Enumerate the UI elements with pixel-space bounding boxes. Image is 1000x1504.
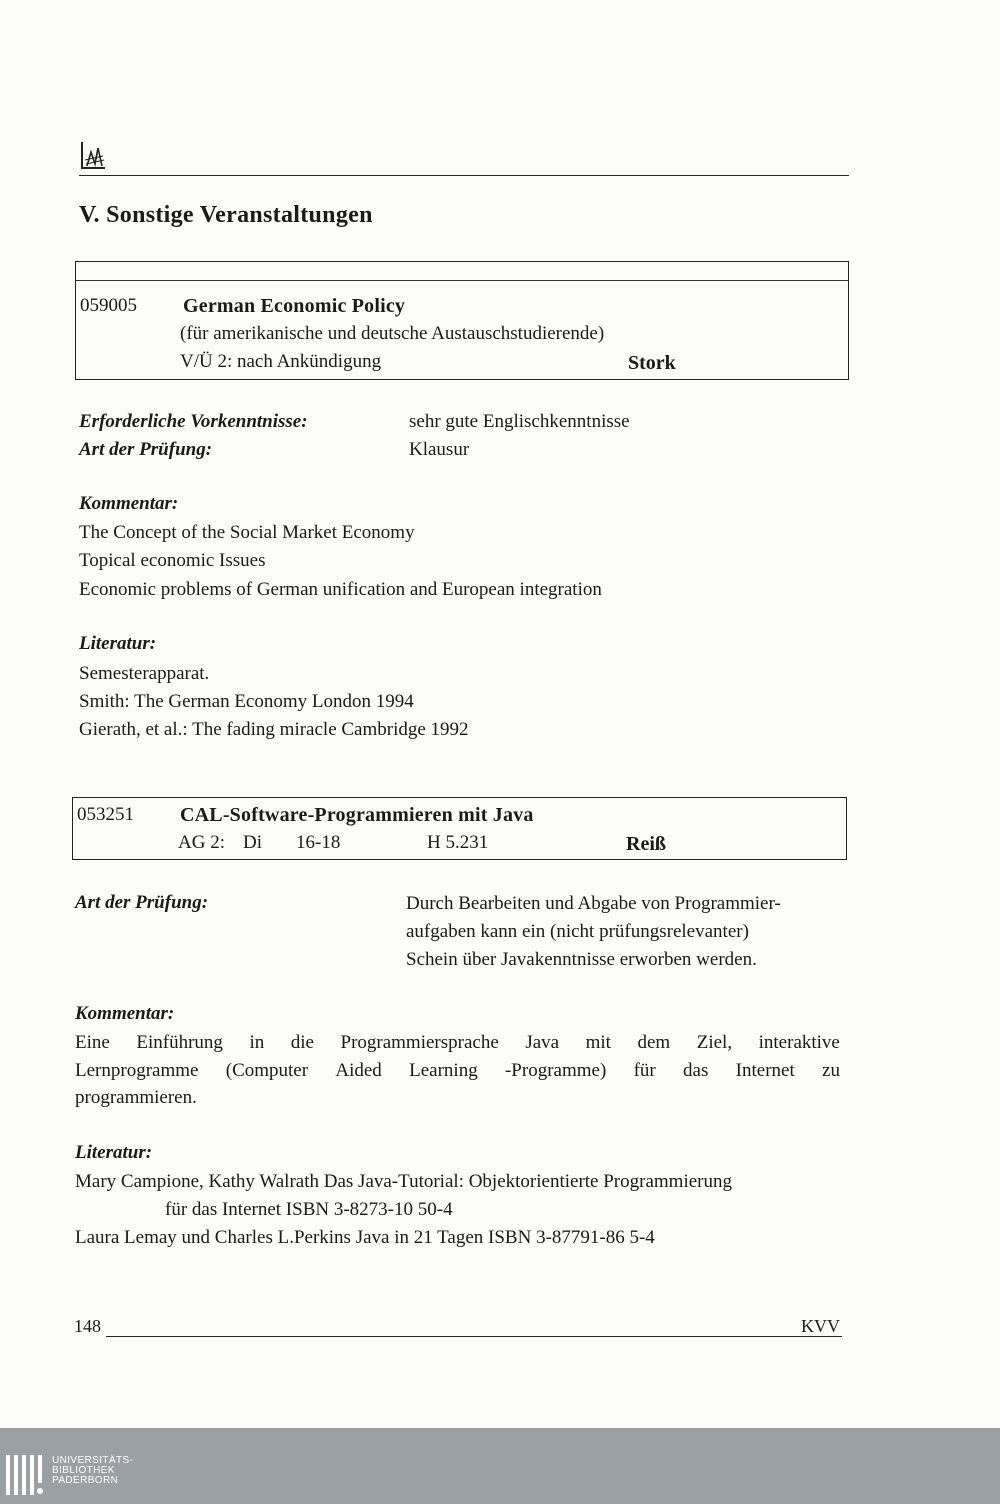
word: Aided [335,1060,382,1081]
course-number: 059005 [80,295,137,316]
literature-line: für das Internet ISBN 3-8273-10 50-4 [165,1199,453,1220]
comment-label: Kommentar: [79,493,179,514]
word: Einführung [136,1032,223,1053]
word: Ziel, [696,1032,733,1053]
comment-line [75,1032,840,1054]
course-day: Di [243,832,262,853]
footer-rule [106,1336,800,1337]
literature-line: Semesterapparat. [79,663,210,684]
comment-line: Topical economic Issues [79,550,266,571]
word: das [683,1060,709,1081]
course-lecturer: Reiß [626,833,666,855]
word: dem [637,1032,671,1053]
course-lecturer: Stork [628,352,676,374]
course-number: 053251 [77,804,134,825]
library-name-line: BIBLIOTHEK [52,1465,115,1476]
exam-label: Art der Prüfung: [75,892,209,913]
word: Internet [735,1060,795,1081]
word: Learning [409,1060,478,1081]
page-number: 148 [74,1316,101,1336]
exam-line: Schein über Javakenntnisse erworben werden. [406,949,757,970]
library-logo-icon [6,1455,44,1495]
comment-line: Economic problems of German unification and European integration [79,579,602,600]
course-type: AG 2: [178,832,225,853]
box-inner-rule [76,280,848,281]
comment-line: programmieren. [75,1087,197,1108]
library-footer-band [0,1428,1000,1504]
word: für [633,1060,656,1081]
word: zu [822,1060,840,1081]
comment-line [75,1060,840,1082]
word: Programmiersprache [340,1032,499,1053]
literature-line: Laura Lemay und Charles L.Perkins Java in 21 Tagen ISBN 3-87791-86 5-4 [75,1227,655,1248]
exam-line: Durch Bearbeiten und Abgabe von Programmier- [406,893,781,914]
exam-line: aufgaben kann ein (nicht prüfungsrelevanter) [406,921,749,942]
library-name [52,1456,133,1486]
course-time: 16-18 [296,832,341,853]
library-name-line: UNIVERSITÄTS- [52,1455,134,1466]
prereq-value: sehr gute Englischkenntnisse [409,411,630,432]
word: mit [585,1032,611,1053]
literature-line: Gierath, et al.: The fading miracle Cambridge 1992 [79,719,469,740]
word: Lernprogramme [75,1060,199,1081]
exam-label: Art der Prüfung: [79,439,213,460]
course-title: CAL-Software-Programmieren mit Java [180,804,534,826]
section-title: V. Sonstige Veranstaltungen [79,202,373,228]
literature-label: Literatur: [75,1142,153,1163]
course-schedule: V/Ü 2: nach Ankündigung [180,351,382,372]
literature-label: Literatur: [79,633,157,654]
course-room: H 5.231 [427,832,489,853]
word: die [290,1032,314,1053]
word: -Programme) [504,1060,607,1081]
word: (Computer [225,1060,309,1081]
word: interaktive [758,1032,840,1053]
course-subtitle: (für amerikanische und deutsche Austauschstudierende) [180,323,605,344]
word: Eine [75,1032,110,1053]
word: Java [525,1032,560,1053]
course-title: German Economic Policy [183,295,406,317]
comment-line: The Concept of the Social Market Economy [79,522,415,543]
comment-label: Kommentar: [75,1003,175,1024]
prereq-label: Erforderliche Vorkenntnisse: [79,411,308,432]
exam-value: Klausur [409,439,470,460]
catalog-logo-icon [79,138,107,170]
word: in [249,1032,265,1053]
literature-line: Smith: The German Economy London 1994 [79,691,414,712]
footer-label: KVV [801,1316,840,1336]
library-name-line: PADERBORN [52,1475,119,1486]
literature-line: Mary Campione, Kathy Walrath Das Java-Tutorial: Objektorientierte Programmierung [75,1171,732,1192]
header-rule [79,175,849,176]
